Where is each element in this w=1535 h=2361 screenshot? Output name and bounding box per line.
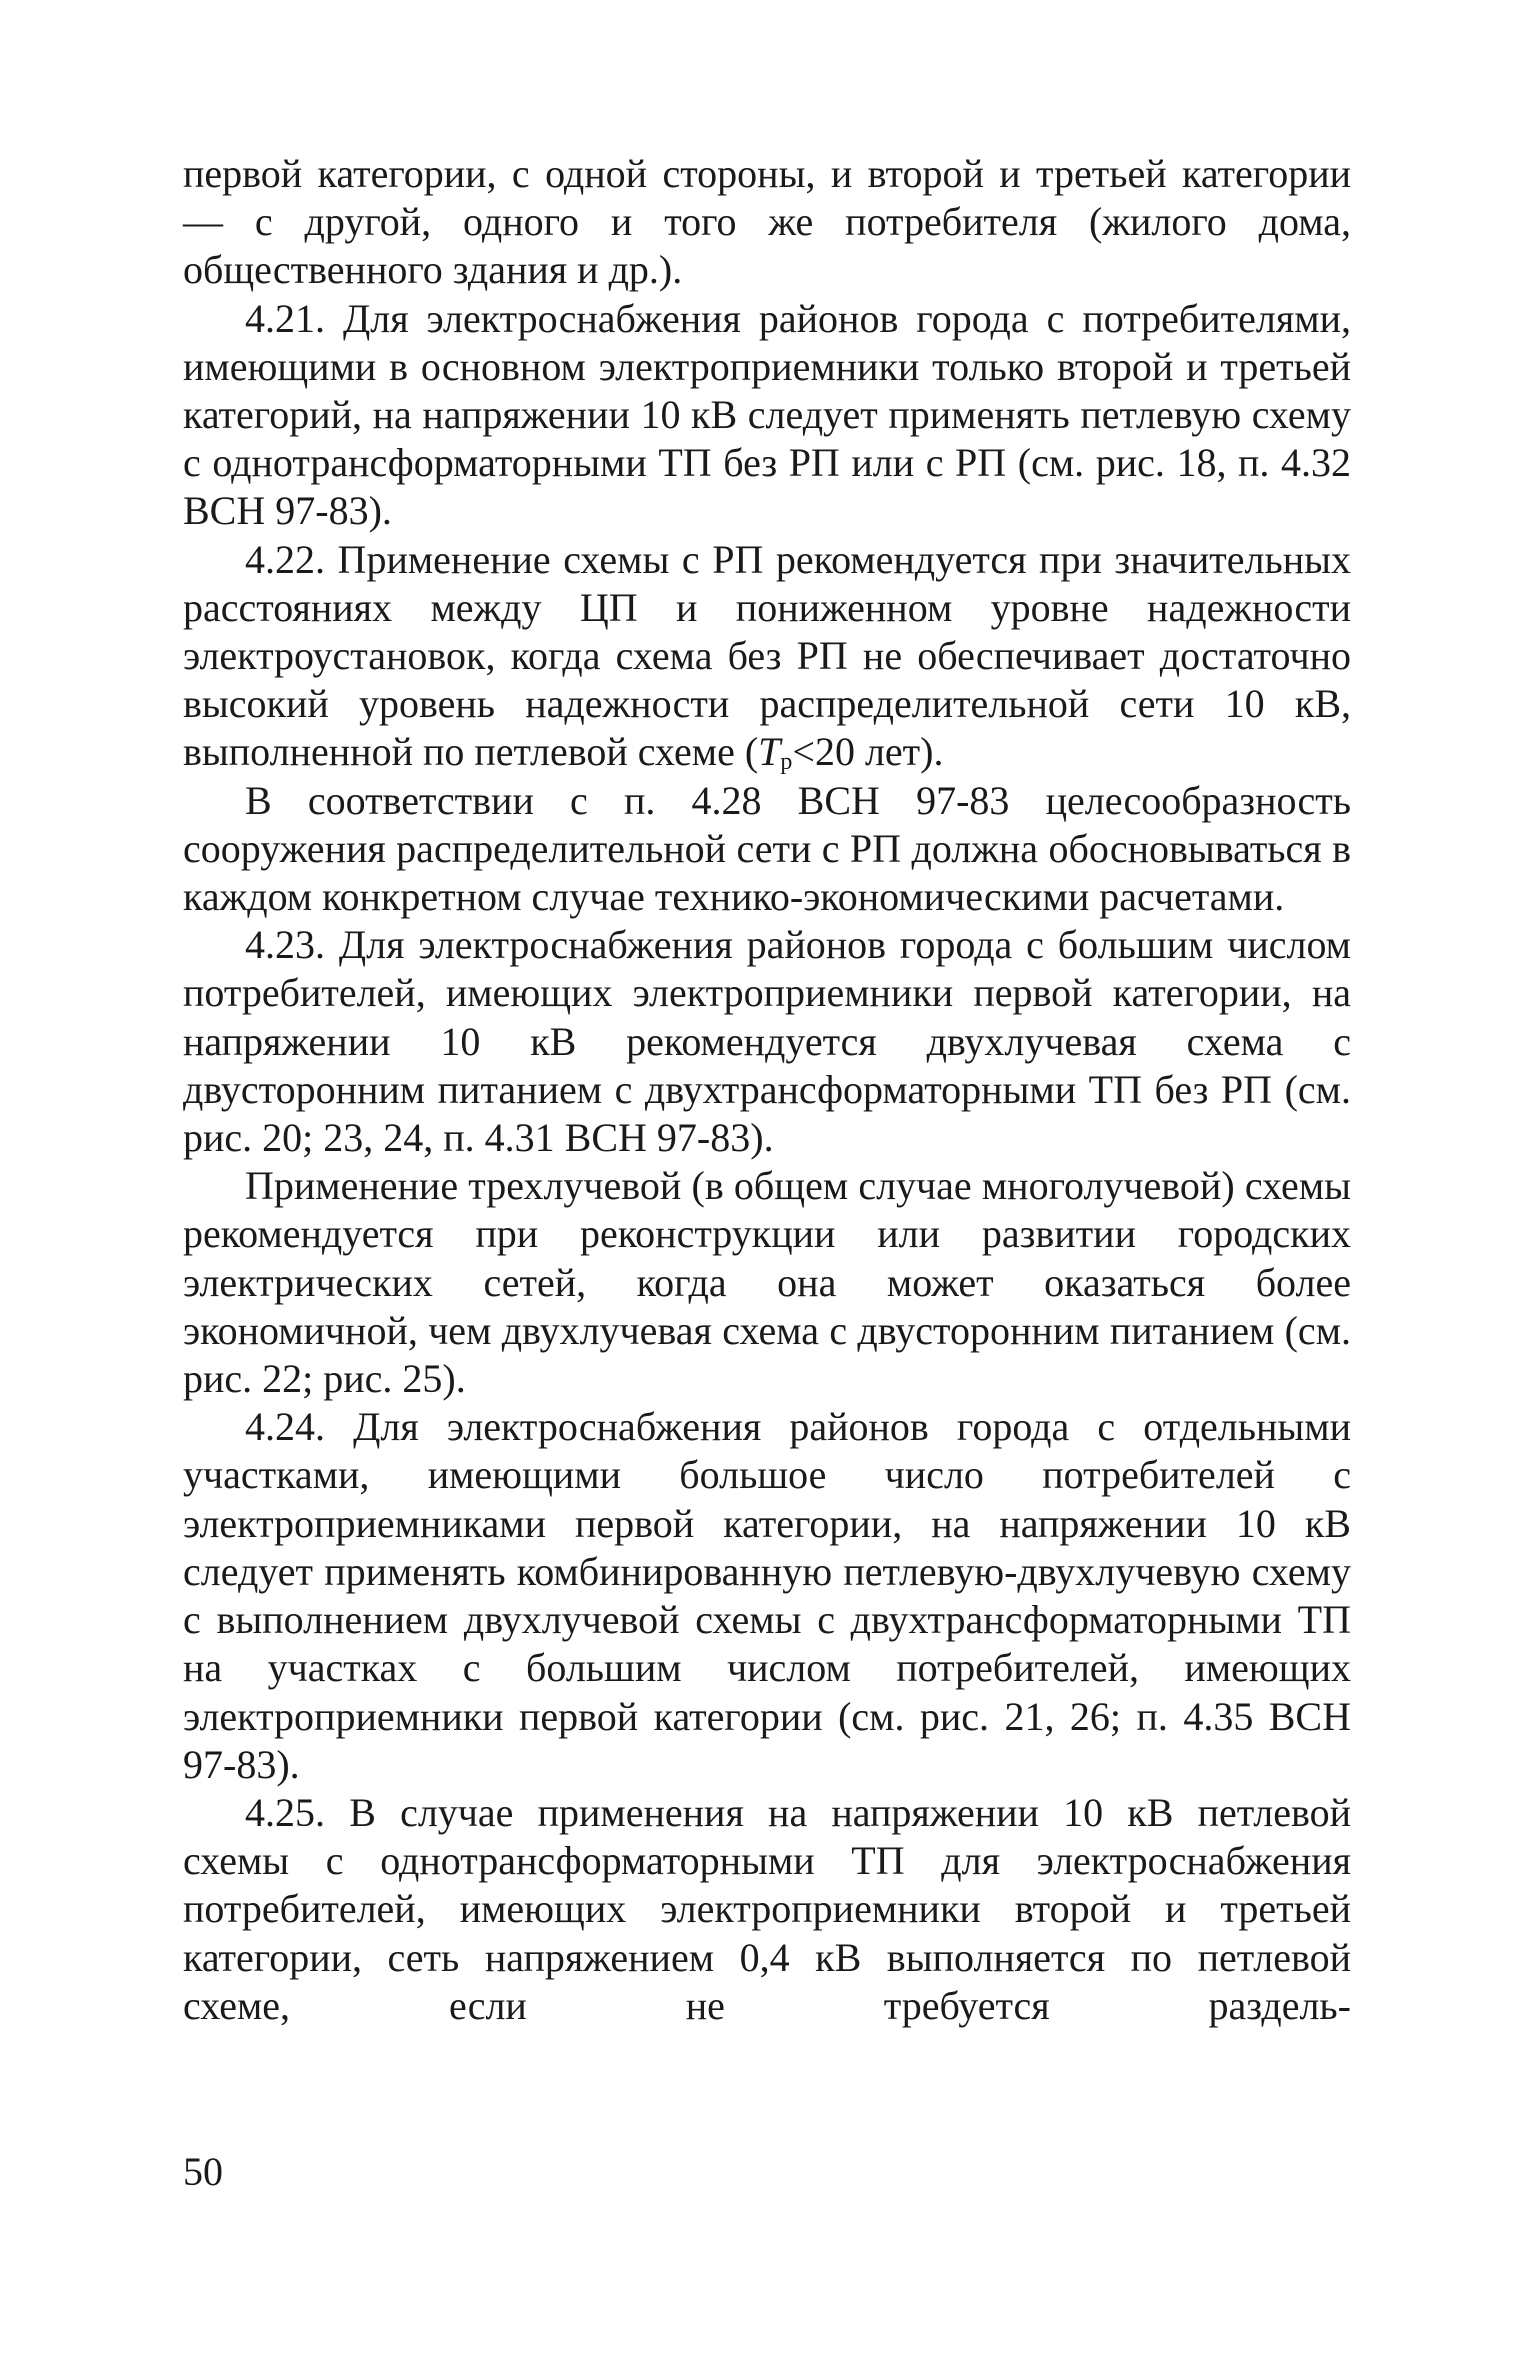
paragraph-4-23-cont: Применение трехлучевой (в общем случае многолучевой) схемы рекомендуется при реконструкции или развитии городских электрических сетей, когда она может оказаться более экономичной, чем двухлучевая схема с двусторонним питанием (см. рис. 22; рис. 25). <box>183 1163 1351 1402</box>
reliability-symbol: T <box>758 729 781 775</box>
paragraph-4-25: 4.25. В случае применения на напряжении 10 кВ петлевой схемы с однотрансформаторными ТП для электроснабжения потребителей, имеющих электроприемники второй и третьей категории, сеть напряжением 0,4 кВ выполняется по петлевой схеме, если не требуется раздель- <box>183 1789 1351 2028</box>
reliability-subscript: р <box>780 749 793 776</box>
paragraph-4-21: 4.21. Для электроснабжения районов города с потребителями, имеющими в основном электроприемники только второй и третьей категорий, на напряжении 10 кВ следует применять петлевую схему с однотрансформаторными ТП без РП или с РП (см. рис. 18, п. 4.32 ВСН 97-83). <box>183 295 1351 534</box>
paragraph-4-22-tail: <20 лет). <box>792 729 944 775</box>
paragraph-4-24: 4.24. Для электроснабжения районов города с отдельными участками, имеющими большое число потребителей с электроприемниками первой категории, на напряжении 10 кВ следует применять комбинированную петлевую-двухлучевую схему с выполнением двухлучевой схемы с двухтрансформаторными ТП на участках с большим числом потребителей, имеющих электроприемники первой категории (см. рис. 21, 26; п. 4.35 ВСН 97-83). <box>183 1404 1351 1787</box>
paragraph-continuation: первой категории, с одной стороны, и второй и третьей категории — с другой, одного и того же потребителя (жилого дома, общественного здания и др.). <box>183 151 1351 293</box>
paragraph-4-22 <box>183 536 1351 777</box>
page-number: 50 <box>183 2149 223 2194</box>
paragraph-4-22-cont: В соответствии с п. 4.28 ВСН 97-83 целесообразность сооружения распределительной сети с РП должна обосновываться в каждом конкретном случае технико-экономическими расчетами. <box>183 777 1351 920</box>
paragraph-4-22-text: 4.22. Применение схемы с РП рекомендуется при значительных расстояниях между ЦП и пониженном уровне надежности электроустановок, когда схема без РП не обеспечивает достаточно высокий уровень надежности распределительной сети 10 кВ, выполненной по петлевой схеме ( <box>183 536 1351 775</box>
paragraph-4-23: 4.23. Для электроснабжения районов города с большим числом потребителей, имеющих электроприемники первой категории, на напряжении 10 кВ рекомендуется двухлучевая схема с двусторонним питанием с двухтрансформаторными ТП без РП (см. рис. 20; 23, 24, п. 4.31 ВСН 97-83). <box>183 922 1351 1161</box>
page-body <box>183 150 1351 2030</box>
